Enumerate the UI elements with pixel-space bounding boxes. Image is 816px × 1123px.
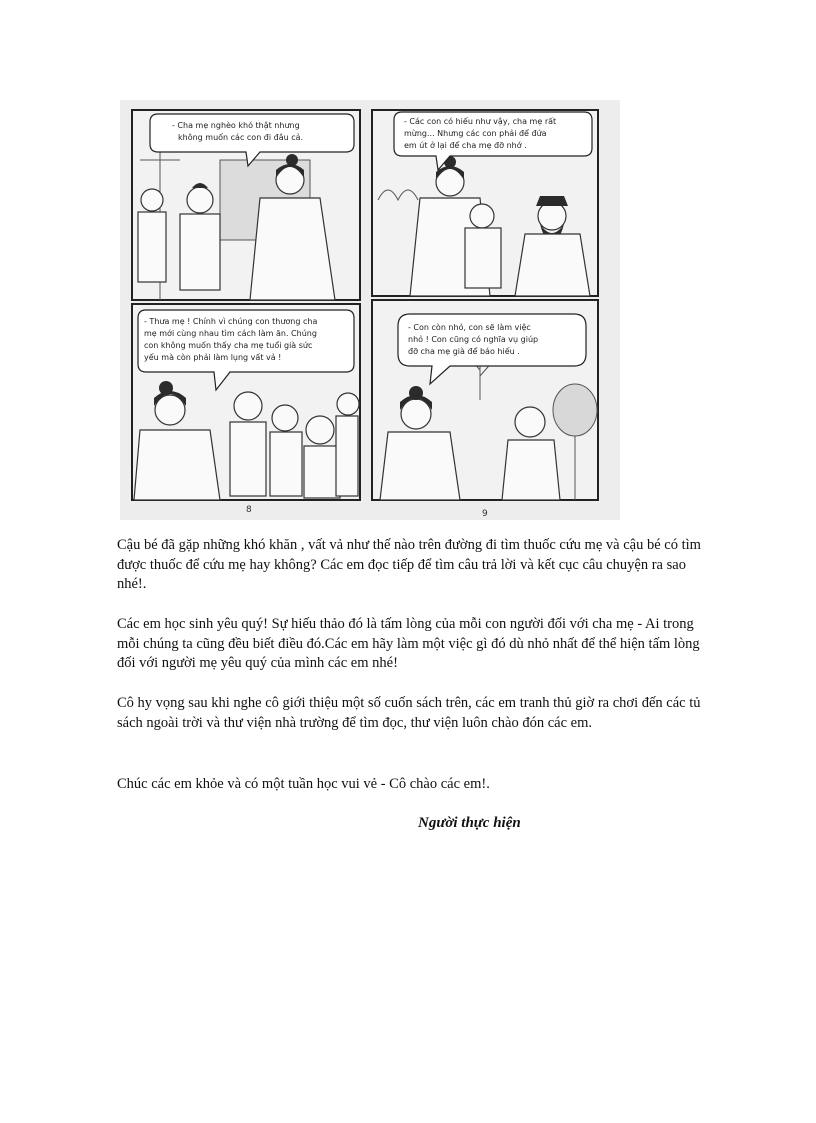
bubble-4-line-3: đỡ cha mẹ già để báo hiếu . [408,347,520,356]
paragraph-1: Cậu bé đã gặp những khó khăn , vất vả như thế nào trên đường đi tìm thuốc cứu mẹ và cậu bé có tìm được thuốc để cứu mẹ hay không? Các em đọc tiếp để tìm câu trả lời và kết cục câu chuyện ra sao nhé!. [117,537,701,592]
bubble-3-line-3: con không muốn thấy cha mẹ tuổi già sức [144,341,313,350]
bubble-2-line-2: mừng... Nhưng các con phải để đứa [404,129,547,138]
paragraph-2: Các em học sinh yêu quý! Sự hiếu thảo đó là tấm lòng của mỗi con người đối với cha mẹ - Ai trong mỗi chúng ta cũng đều biết điều đó.Các em hãy làm một việc gì đó dù nhỏ nhất để thể hiện tấm lòng đối với người mẹ yêu quý của mình các em nhé! [117,616,700,671]
bubble-4-line-1: - Con còn nhỏ, con sẽ làm việc [408,323,531,332]
bubble-4-line-2: nhỏ ! Con cũng có nghĩa vụ giúp [408,335,539,344]
bubble-1-line-2: không muốn các con đi đâu cả. [178,133,304,142]
signature: Người thực hiện [418,815,521,831]
bubble-3-line-1: - Thưa mẹ ! Chính vì chúng con thương cha [144,317,318,326]
paragraph-4: Chúc các em khỏe và có một tuần học vui vẻ - Cô chào các em!. [117,776,490,792]
comic-page-number-left: 8 [246,505,252,515]
bubble-3-line-2: mẹ mới cùng nhau tìm cách làm ăn. Chúng [144,329,317,338]
bubble-2-line-1: - Các con có hiếu như vậy, cha mẹ rất [404,117,557,126]
bubble-3-line-4: yếu mà còn phải làm lụng vất vả ! [144,353,282,362]
comic-illustration [120,100,620,520]
bubble-2-line-3: em út ở lại để cha mẹ đỡ nhớ . [404,141,527,150]
comic-page-number-right: 9 [482,509,488,519]
paragraph-3: Cô hy vọng sau khi nghe cô giới thiệu một số cuốn sách trên, các em tranh thủ giờ ra chơi đến các tủ sách ngoài trời và thư viện nhà trường để tìm đọc, thư viện luôn chào đón các em. [117,695,701,731]
bubble-1-line-1: - Cha mẹ nghèo khó thật nhưng [172,121,300,130]
